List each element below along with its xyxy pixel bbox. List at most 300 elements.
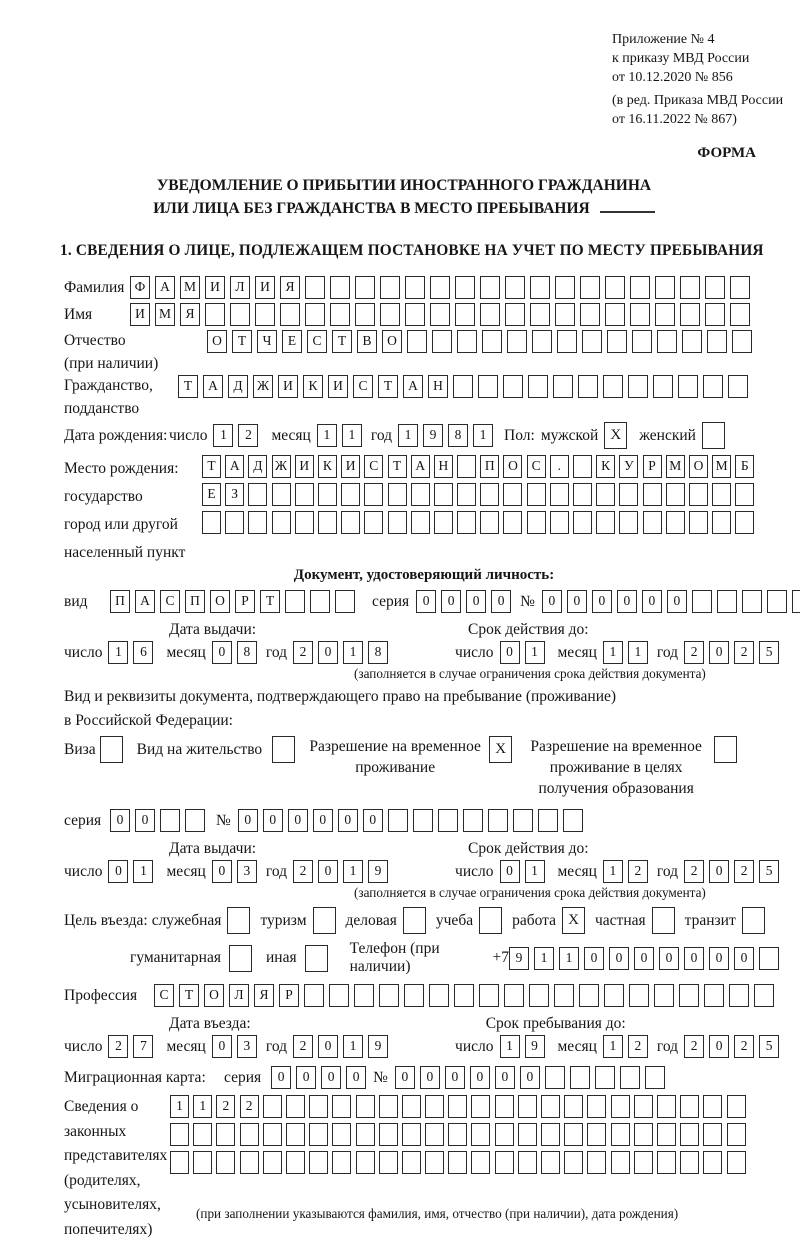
form-cell[interactable]: 0 (659, 947, 679, 970)
form-cell[interactable]: 0 (592, 590, 612, 613)
form-cell[interactable]: 1 (342, 424, 362, 447)
form-cell[interactable] (666, 483, 685, 506)
form-cell[interactable]: Т (260, 590, 280, 613)
form-cell[interactable] (680, 276, 700, 299)
form-cell[interactable] (503, 511, 522, 534)
form-cell[interactable] (530, 276, 550, 299)
form-cell[interactable] (727, 1095, 746, 1118)
form-cell[interactable]: П (480, 455, 499, 478)
form-cell[interactable] (657, 1095, 676, 1118)
form-cell[interactable] (557, 330, 577, 353)
form-cell[interactable]: 2 (684, 641, 704, 664)
form-cell[interactable] (457, 455, 476, 478)
form-cell[interactable]: 2 (240, 1095, 259, 1118)
temp-residence-edu-checkbox[interactable] (714, 736, 737, 763)
form-cell[interactable] (582, 330, 602, 353)
form-cell[interactable] (792, 590, 800, 613)
form-cell[interactable] (705, 303, 725, 326)
form-cell[interactable] (630, 276, 650, 299)
form-cell[interactable]: 1 (193, 1095, 212, 1118)
form-cell[interactable] (703, 1095, 722, 1118)
form-cell[interactable] (573, 455, 592, 478)
form-cell[interactable]: Ж (272, 455, 291, 478)
form-cell[interactable]: Я (254, 984, 274, 1007)
form-cell[interactable]: 9 (525, 1035, 545, 1058)
form-cell[interactable] (579, 984, 599, 1007)
form-cell[interactable] (732, 330, 752, 353)
form-cell[interactable] (305, 303, 325, 326)
form-cell[interactable] (530, 303, 550, 326)
form-cell[interactable] (692, 590, 712, 613)
form-cell[interactable] (573, 511, 592, 534)
form-cell[interactable]: 2 (628, 860, 648, 883)
form-cell[interactable]: 0 (634, 947, 654, 970)
form-cell[interactable] (705, 276, 725, 299)
form-cell[interactable]: 2 (684, 1035, 704, 1058)
form-cell[interactable] (507, 330, 527, 353)
form-cell[interactable] (550, 483, 569, 506)
purpose-other-checkbox[interactable] (305, 945, 328, 972)
form-cell[interactable] (457, 483, 476, 506)
form-cell[interactable] (364, 511, 383, 534)
form-cell[interactable]: Я (280, 276, 300, 299)
form-cell[interactable]: 0 (500, 641, 520, 664)
form-cell[interactable] (727, 1123, 746, 1146)
form-cell[interactable]: 1 (500, 1035, 520, 1058)
form-cell[interactable]: 0 (416, 590, 436, 613)
form-cell[interactable]: 2 (684, 860, 704, 883)
form-cell[interactable] (272, 511, 291, 534)
form-cell[interactable] (329, 984, 349, 1007)
form-cell[interactable] (682, 330, 702, 353)
form-cell[interactable]: Ж (253, 375, 273, 398)
form-cell[interactable]: 0 (395, 1066, 415, 1089)
form-cell[interactable]: 5 (759, 1035, 779, 1058)
form-cell[interactable]: 7 (133, 1035, 153, 1058)
form-cell[interactable] (318, 483, 337, 506)
form-cell[interactable] (630, 303, 650, 326)
form-cell[interactable]: С (154, 984, 174, 1007)
form-cell[interactable] (379, 1095, 398, 1118)
form-cell[interactable] (555, 276, 575, 299)
form-cell[interactable]: 1 (133, 860, 153, 883)
form-cell[interactable]: И (278, 375, 298, 398)
form-cell[interactable]: Н (428, 375, 448, 398)
form-cell[interactable]: 1 (603, 860, 623, 883)
form-cell[interactable] (767, 590, 787, 613)
form-cell[interactable] (355, 303, 375, 326)
form-cell[interactable] (712, 511, 731, 534)
form-cell[interactable]: Т (232, 330, 252, 353)
form-cell[interactable]: 0 (642, 590, 662, 613)
form-cell[interactable] (620, 1066, 640, 1089)
form-cell[interactable] (655, 276, 675, 299)
form-cell[interactable]: 1 (343, 641, 363, 664)
form-cell[interactable] (332, 1123, 351, 1146)
form-cell[interactable] (587, 1123, 606, 1146)
form-cell[interactable] (735, 483, 754, 506)
form-cell[interactable] (678, 375, 698, 398)
form-cell[interactable] (703, 375, 723, 398)
form-cell[interactable] (505, 303, 525, 326)
form-cell[interactable] (310, 590, 330, 613)
form-cell[interactable]: 0 (470, 1066, 490, 1089)
form-cell[interactable]: 1 (343, 1035, 363, 1058)
form-cell[interactable] (654, 984, 674, 1007)
form-cell[interactable]: К (318, 455, 337, 478)
form-cell[interactable]: 0 (466, 590, 486, 613)
form-cell[interactable] (341, 483, 360, 506)
form-cell[interactable] (434, 511, 453, 534)
form-cell[interactable]: 1 (213, 424, 233, 447)
form-cell[interactable]: И (328, 375, 348, 398)
form-cell[interactable]: 1 (603, 641, 623, 664)
form-cell[interactable]: О (207, 330, 227, 353)
form-cell[interactable] (603, 375, 623, 398)
form-cell[interactable]: 0 (445, 1066, 465, 1089)
form-cell[interactable] (518, 1123, 537, 1146)
form-cell[interactable] (505, 276, 525, 299)
form-cell[interactable] (730, 276, 750, 299)
form-cell[interactable] (643, 511, 662, 534)
form-cell[interactable] (532, 330, 552, 353)
form-cell[interactable]: 1 (534, 947, 554, 970)
form-cell[interactable]: Т (378, 375, 398, 398)
form-cell[interactable]: А (225, 455, 244, 478)
form-cell[interactable] (434, 483, 453, 506)
form-cell[interactable] (717, 590, 737, 613)
form-cell[interactable] (411, 511, 430, 534)
form-cell[interactable] (655, 303, 675, 326)
form-cell[interactable] (425, 1095, 444, 1118)
form-cell[interactable] (272, 483, 291, 506)
form-cell[interactable]: 1 (603, 1035, 623, 1058)
form-cell[interactable]: 0 (212, 860, 232, 883)
form-cell[interactable] (518, 1095, 537, 1118)
form-cell[interactable]: 0 (709, 860, 729, 883)
form-cell[interactable] (527, 511, 546, 534)
form-cell[interactable] (480, 511, 499, 534)
form-cell[interactable] (728, 375, 748, 398)
form-cell[interactable] (280, 303, 300, 326)
form-cell[interactable]: 1 (108, 641, 128, 664)
form-cell[interactable] (330, 276, 350, 299)
form-cell[interactable]: Д (228, 375, 248, 398)
form-cell[interactable] (285, 590, 305, 613)
form-cell[interactable]: 8 (448, 424, 468, 447)
male-checkbox[interactable]: X (604, 422, 627, 449)
form-cell[interactable]: 0 (288, 809, 308, 832)
form-cell[interactable] (689, 511, 708, 534)
form-cell[interactable]: А (155, 276, 175, 299)
form-cell[interactable]: 3 (237, 1035, 257, 1058)
form-cell[interactable]: 0 (420, 1066, 440, 1089)
form-cell[interactable] (657, 330, 677, 353)
form-cell[interactable]: 1 (525, 860, 545, 883)
form-cell[interactable] (388, 483, 407, 506)
form-cell[interactable] (295, 511, 314, 534)
form-cell[interactable] (545, 1066, 565, 1089)
form-cell[interactable]: 9 (509, 947, 529, 970)
form-cell[interactable] (541, 1095, 560, 1118)
form-cell[interactable] (607, 330, 627, 353)
form-cell[interactable]: П (110, 590, 130, 613)
form-cell[interactable]: Б (735, 455, 754, 478)
form-cell[interactable]: 5 (759, 641, 779, 664)
form-cell[interactable] (205, 303, 225, 326)
form-cell[interactable] (605, 303, 625, 326)
form-cell[interactable]: С (364, 455, 383, 478)
form-cell[interactable] (573, 483, 592, 506)
form-cell[interactable] (550, 511, 569, 534)
form-cell[interactable] (430, 303, 450, 326)
form-cell[interactable]: 2 (734, 641, 754, 664)
form-cell[interactable]: Р (235, 590, 255, 613)
form-cell[interactable]: 1 (525, 641, 545, 664)
form-cell[interactable] (248, 483, 267, 506)
form-cell[interactable]: 0 (313, 809, 333, 832)
form-cell[interactable] (570, 1066, 590, 1089)
form-cell[interactable]: 0 (542, 590, 562, 613)
form-cell[interactable] (689, 483, 708, 506)
visa-checkbox[interactable] (100, 736, 123, 763)
form-cell[interactable] (634, 1123, 653, 1146)
form-cell[interactable] (453, 375, 473, 398)
form-cell[interactable]: О (689, 455, 708, 478)
form-cell[interactable]: 0 (108, 860, 128, 883)
form-cell[interactable]: Е (202, 483, 221, 506)
form-cell[interactable] (402, 1123, 421, 1146)
temp-residence-checkbox[interactable]: X (489, 736, 512, 763)
form-cell[interactable] (364, 483, 383, 506)
form-cell[interactable] (703, 1123, 722, 1146)
form-cell[interactable]: 0 (667, 590, 687, 613)
form-cell[interactable] (666, 511, 685, 534)
form-cell[interactable] (388, 511, 407, 534)
form-cell[interactable] (555, 303, 575, 326)
form-cell[interactable]: 0 (338, 809, 358, 832)
form-cell[interactable]: 0 (709, 947, 729, 970)
form-cell[interactable]: 0 (734, 947, 754, 970)
form-cell[interactable]: 0 (318, 1035, 338, 1058)
form-cell[interactable] (742, 590, 762, 613)
form-cell[interactable] (405, 276, 425, 299)
form-cell[interactable] (471, 1095, 490, 1118)
form-cell[interactable]: С (353, 375, 373, 398)
form-cell[interactable] (380, 303, 400, 326)
form-cell[interactable] (305, 276, 325, 299)
form-cell[interactable]: А (135, 590, 155, 613)
form-cell[interactable]: 1 (170, 1095, 189, 1118)
form-cell[interactable]: Н (434, 455, 453, 478)
form-cell[interactable] (430, 276, 450, 299)
form-cell[interactable] (432, 330, 452, 353)
form-cell[interactable] (611, 1123, 630, 1146)
form-cell[interactable] (240, 1123, 259, 1146)
form-cell[interactable] (379, 1123, 398, 1146)
purpose-study-checkbox[interactable] (479, 907, 502, 934)
form-cell[interactable] (619, 511, 638, 534)
form-cell[interactable] (425, 1123, 444, 1146)
form-cell[interactable]: С (307, 330, 327, 353)
form-cell[interactable] (216, 1123, 235, 1146)
form-cell[interactable]: О (204, 984, 224, 1007)
form-cell[interactable]: Т (332, 330, 352, 353)
form-cell[interactable]: К (303, 375, 323, 398)
form-cell[interactable]: Р (279, 984, 299, 1007)
form-cell[interactable] (629, 984, 649, 1007)
form-cell[interactable]: 9 (423, 424, 443, 447)
form-cell[interactable]: А (411, 455, 430, 478)
form-cell[interactable]: 0 (363, 809, 383, 832)
form-cell[interactable]: Т (178, 375, 198, 398)
form-cell[interactable]: 6 (133, 641, 153, 664)
form-cell[interactable]: 0 (238, 809, 258, 832)
form-cell[interactable]: Ф (130, 276, 150, 299)
form-cell[interactable] (643, 483, 662, 506)
form-cell[interactable] (504, 984, 524, 1007)
female-checkbox[interactable] (702, 422, 725, 449)
form-cell[interactable]: 9 (368, 860, 388, 883)
form-cell[interactable] (712, 483, 731, 506)
form-cell[interactable] (513, 809, 533, 832)
form-cell[interactable] (495, 1123, 514, 1146)
form-cell[interactable]: 0 (491, 590, 511, 613)
form-cell[interactable] (330, 303, 350, 326)
form-cell[interactable]: И (341, 455, 360, 478)
form-cell[interactable] (170, 1123, 189, 1146)
form-cell[interactable]: 1 (628, 641, 648, 664)
form-cell[interactable] (679, 984, 699, 1007)
purpose-tourism-checkbox[interactable] (313, 907, 336, 934)
form-cell[interactable]: 2 (734, 860, 754, 883)
form-cell[interactable] (354, 984, 374, 1007)
purpose-transit-checkbox[interactable] (742, 907, 765, 934)
form-cell[interactable]: И (205, 276, 225, 299)
form-cell[interactable] (680, 1123, 699, 1146)
form-cell[interactable] (580, 303, 600, 326)
form-cell[interactable] (563, 809, 583, 832)
form-cell[interactable] (680, 303, 700, 326)
form-cell[interactable]: 1 (343, 860, 363, 883)
form-cell[interactable] (554, 984, 574, 1007)
form-cell[interactable] (628, 375, 648, 398)
form-cell[interactable] (480, 303, 500, 326)
form-cell[interactable] (595, 1066, 615, 1089)
form-cell[interactable] (355, 276, 375, 299)
purpose-work-checkbox[interactable]: X (562, 907, 585, 934)
form-cell[interactable]: 2 (216, 1095, 235, 1118)
form-cell[interactable] (564, 1095, 583, 1118)
form-cell[interactable]: О (210, 590, 230, 613)
form-cell[interactable] (309, 1095, 328, 1118)
form-cell[interactable] (318, 511, 337, 534)
form-cell[interactable] (480, 276, 500, 299)
form-cell[interactable]: 0 (296, 1066, 316, 1089)
form-cell[interactable] (356, 1123, 375, 1146)
form-cell[interactable] (754, 984, 774, 1007)
form-cell[interactable] (482, 330, 502, 353)
form-cell[interactable] (263, 1123, 282, 1146)
form-cell[interactable]: Ч (257, 330, 277, 353)
purpose-official-checkbox[interactable] (227, 907, 250, 934)
purpose-humanitarian-checkbox[interactable] (229, 945, 252, 972)
form-cell[interactable] (704, 984, 724, 1007)
purpose-business-checkbox[interactable] (403, 907, 426, 934)
form-cell[interactable]: 1 (398, 424, 418, 447)
form-cell[interactable] (248, 511, 267, 534)
form-cell[interactable]: 0 (318, 641, 338, 664)
form-cell[interactable] (657, 1123, 676, 1146)
form-cell[interactable] (455, 276, 475, 299)
form-cell[interactable]: Т (179, 984, 199, 1007)
form-cell[interactable] (332, 1095, 351, 1118)
form-cell[interactable] (404, 984, 424, 1007)
form-cell[interactable]: М (666, 455, 685, 478)
form-cell[interactable]: М (712, 455, 731, 478)
form-cell[interactable] (160, 809, 180, 832)
form-cell[interactable]: А (203, 375, 223, 398)
form-cell[interactable] (605, 276, 625, 299)
form-cell[interactable] (457, 511, 476, 534)
form-cell[interactable] (480, 483, 499, 506)
form-cell[interactable] (454, 984, 474, 1007)
form-cell[interactable]: 2 (238, 424, 258, 447)
form-cell[interactable] (653, 375, 673, 398)
form-cell[interactable]: 0 (709, 641, 729, 664)
form-cell[interactable] (578, 375, 598, 398)
form-cell[interactable] (405, 303, 425, 326)
form-cell[interactable] (645, 1066, 665, 1089)
form-cell[interactable] (587, 1095, 606, 1118)
form-cell[interactable]: Р (643, 455, 662, 478)
form-cell[interactable] (478, 375, 498, 398)
form-cell[interactable]: К (596, 455, 615, 478)
form-cell[interactable]: 0 (684, 947, 704, 970)
form-cell[interactable]: 1 (559, 947, 579, 970)
form-cell[interactable] (411, 483, 430, 506)
form-cell[interactable] (541, 1123, 560, 1146)
form-cell[interactable] (304, 984, 324, 1007)
form-cell[interactable]: М (180, 276, 200, 299)
form-cell[interactable]: 9 (368, 1035, 388, 1058)
form-cell[interactable] (185, 809, 205, 832)
form-cell[interactable] (596, 483, 615, 506)
form-cell[interactable]: Т (388, 455, 407, 478)
form-cell[interactable] (596, 511, 615, 534)
form-cell[interactable]: О (503, 455, 522, 478)
form-cell[interactable] (488, 809, 508, 832)
form-cell[interactable] (263, 1095, 282, 1118)
form-cell[interactable]: 8 (368, 641, 388, 664)
form-cell[interactable]: 2 (293, 860, 313, 883)
form-cell[interactable] (255, 303, 275, 326)
form-cell[interactable] (463, 809, 483, 832)
form-cell[interactable]: Л (230, 276, 250, 299)
form-cell[interactable]: М (155, 303, 175, 326)
form-cell[interactable]: 2 (293, 641, 313, 664)
form-cell[interactable] (759, 947, 779, 970)
form-cell[interactable]: 0 (500, 860, 520, 883)
form-cell[interactable] (529, 984, 549, 1007)
form-cell[interactable]: О (382, 330, 402, 353)
form-cell[interactable]: С (527, 455, 546, 478)
form-cell[interactable]: 2 (734, 1035, 754, 1058)
form-cell[interactable] (448, 1123, 467, 1146)
form-cell[interactable] (388, 809, 408, 832)
form-cell[interactable] (407, 330, 427, 353)
form-cell[interactable]: И (255, 276, 275, 299)
